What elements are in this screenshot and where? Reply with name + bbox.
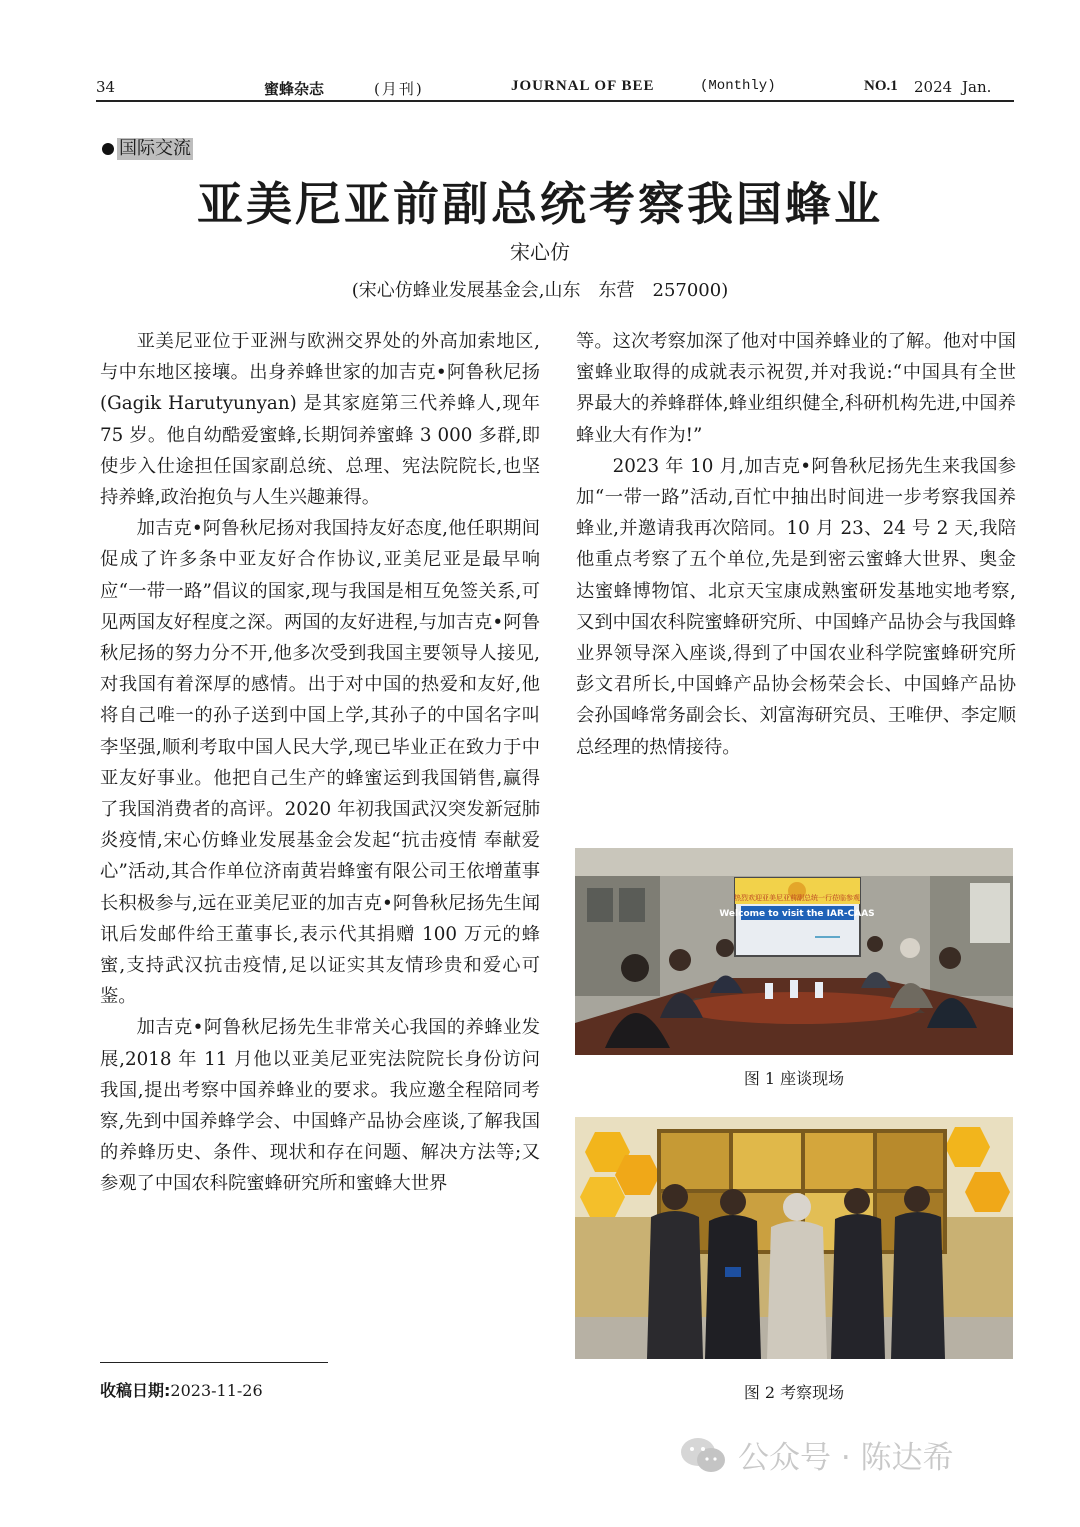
- article-title: 亚美尼亚前副总统考察我国蜂业: [197, 177, 883, 231]
- issue-number: NO.1: [864, 78, 898, 94]
- received-date-value: 2023-11-26: [170, 1381, 263, 1400]
- figure-2-caption: 图 2 考察现场: [743, 1383, 845, 1402]
- running-header: [96, 72, 1014, 102]
- wechat-watermark: [680, 1432, 954, 1477]
- paragraph: 加吉克•阿鲁秋尼扬对我国持友好态度,他任职期间促成了许多条中亚友好合作协议,亚美尼亚是最早响应“一带一路”倡议的国家,现与我国是相互免签关系,可见两国友好程度之深。两国的友好进程,与加吉克•阿鲁秋尼扬的努力分不开,他多次受到我国主要领导人接见,对我国有着深厚的感情。出于对中国的热爱和友好,他将自己唯一的孙子送到中国上学,其孙子的中国名字叫李坚强,顺利考取中国人民大学,现已毕业正在致力于中亚友好事业。他把自己生产的蜂蜜运到我国销售,赢得了我国消费者的高评。2020 年初我国武汉突发新冠肺炎疫情,宋心仿蜂业发展基金会发起“抗击疫情 奉献爱心”活动,其合作单位济南黄岩蜂蜜有限公司王依增董事长积极参与,远在亚美尼亚的加吉克•阿鲁秋尼扬先生闻讯后发邮件给王董事长,表示代其捐赠 100 万元的蜂蜜,支持武汉抗击疫情,足以证实其友情珍贵和爱心可鉴。: [100, 518, 540, 1008]
- article-author: 宋心仿: [510, 240, 570, 264]
- received-date-label: 收稿日期:: [100, 1381, 171, 1400]
- journal-monthly-en: (Monthly): [700, 78, 776, 94]
- bullet-dot-icon: [102, 143, 114, 155]
- issue-month: Jan.: [962, 78, 992, 96]
- figure-1-caption: 图 1 座谈现场: [743, 1069, 845, 1088]
- paragraph: 2023 年 10 月,加吉克•阿鲁秋尼扬先生来我国参加“一带一路”活动,百忙中抽出时间进一步考察我国养蜂业,并邀请我再次陪同。10 月 23、24 号 2 天,我陪他重点考察了五个单位,先是到密云蜜蜂大世界、奥金达蜜蜂博物馆、北京天宝康成熟蜜研发基地实地考察,又到中国农科院蜜蜂研究所、中国蜂产品协会与我国蜂业界领导深入座谈,得到了中国农业科学院蜜蜂研究所彭文君所长,中国蜂产品协会杨荣会长、中国蜂产品协会孙国峰常务副会长、刘富海研究员、王唯伊、李定顺总经理的热情接待。: [576, 455, 1016, 758]
- group-photo-illustration: [575, 1117, 1013, 1359]
- wechat-icon: [680, 1436, 726, 1474]
- paragraph: 加吉克•阿鲁秋尼扬先生非常关心我国的养蜂业发展,2018 年 11 月他以亚美尼亚宪法院院长身份访问我国,提出考察中国养蜂业的要求。我应邀全程陪同考察,先到中国养蜂学会、中国蜂产品协会座谈,了解我国的养蜂历史、条件、现状和存在问题、解决方法等;又参观了中国农科院蜜蜂研究所和蜜蜂大世界: [100, 1017, 540, 1195]
- page-number: 34: [96, 78, 116, 96]
- body-column-right: [576, 326, 1016, 763]
- screen-welcome-en: Welcome to visit the IAR-CAAS: [719, 909, 875, 919]
- section-tag: [102, 138, 193, 160]
- paragraph: 亚美尼亚位于亚洲与欧洲交界处的外高加索地区,与中东地区接壤。出身养蜂世家的加吉克•阿鲁秋尼扬 (Gagik Harutyunyan) 是其家庭第三代养蜂人,现年 75 岁。他自幼酷爱蜜蜂,长期饲养蜜蜂 3 000 多群,即使步入仕途担任国家副总统、总理、宪法院院长,也坚持养蜂,政治抱负与人生兴趣兼得。: [100, 331, 540, 509]
- section-tag-label: 国际交流: [119, 138, 191, 159]
- journal-monthly-cn: (月刊): [374, 80, 424, 98]
- footnote-rule: [100, 1362, 328, 1363]
- body-column-left: [100, 326, 540, 1200]
- journal-name-en: JOURNAL OF BEE: [511, 78, 655, 94]
- meeting-room-illustration: [575, 848, 1013, 1055]
- author-affiliation: (宋心仿蜂业发展基金会,山东 东营 257000): [351, 280, 729, 301]
- received-date-footnote: [100, 1378, 263, 1401]
- watermark-text: 公众号 · 陈达希: [738, 1440, 954, 1476]
- figure-1-meeting-photo: [575, 848, 1013, 1055]
- paragraph: 等。这次考察加深了他对中国养蜂业的了解。他对中国蜜蜂业取得的成就表示祝贺,并对我说:“中国具有全世界最大的养蜂群体,蜂业组织健全,科研机构先进,中国养蜂业大有作为!”: [576, 331, 1016, 446]
- issue-year: 2024: [914, 78, 953, 96]
- screen-welcome-cn: 热烈欢迎亚美尼亚前副总统一行莅临参观: [734, 894, 860, 902]
- figure-2-visit-photo: [575, 1117, 1013, 1359]
- journal-name-cn: 蜜蜂杂志: [264, 80, 325, 98]
